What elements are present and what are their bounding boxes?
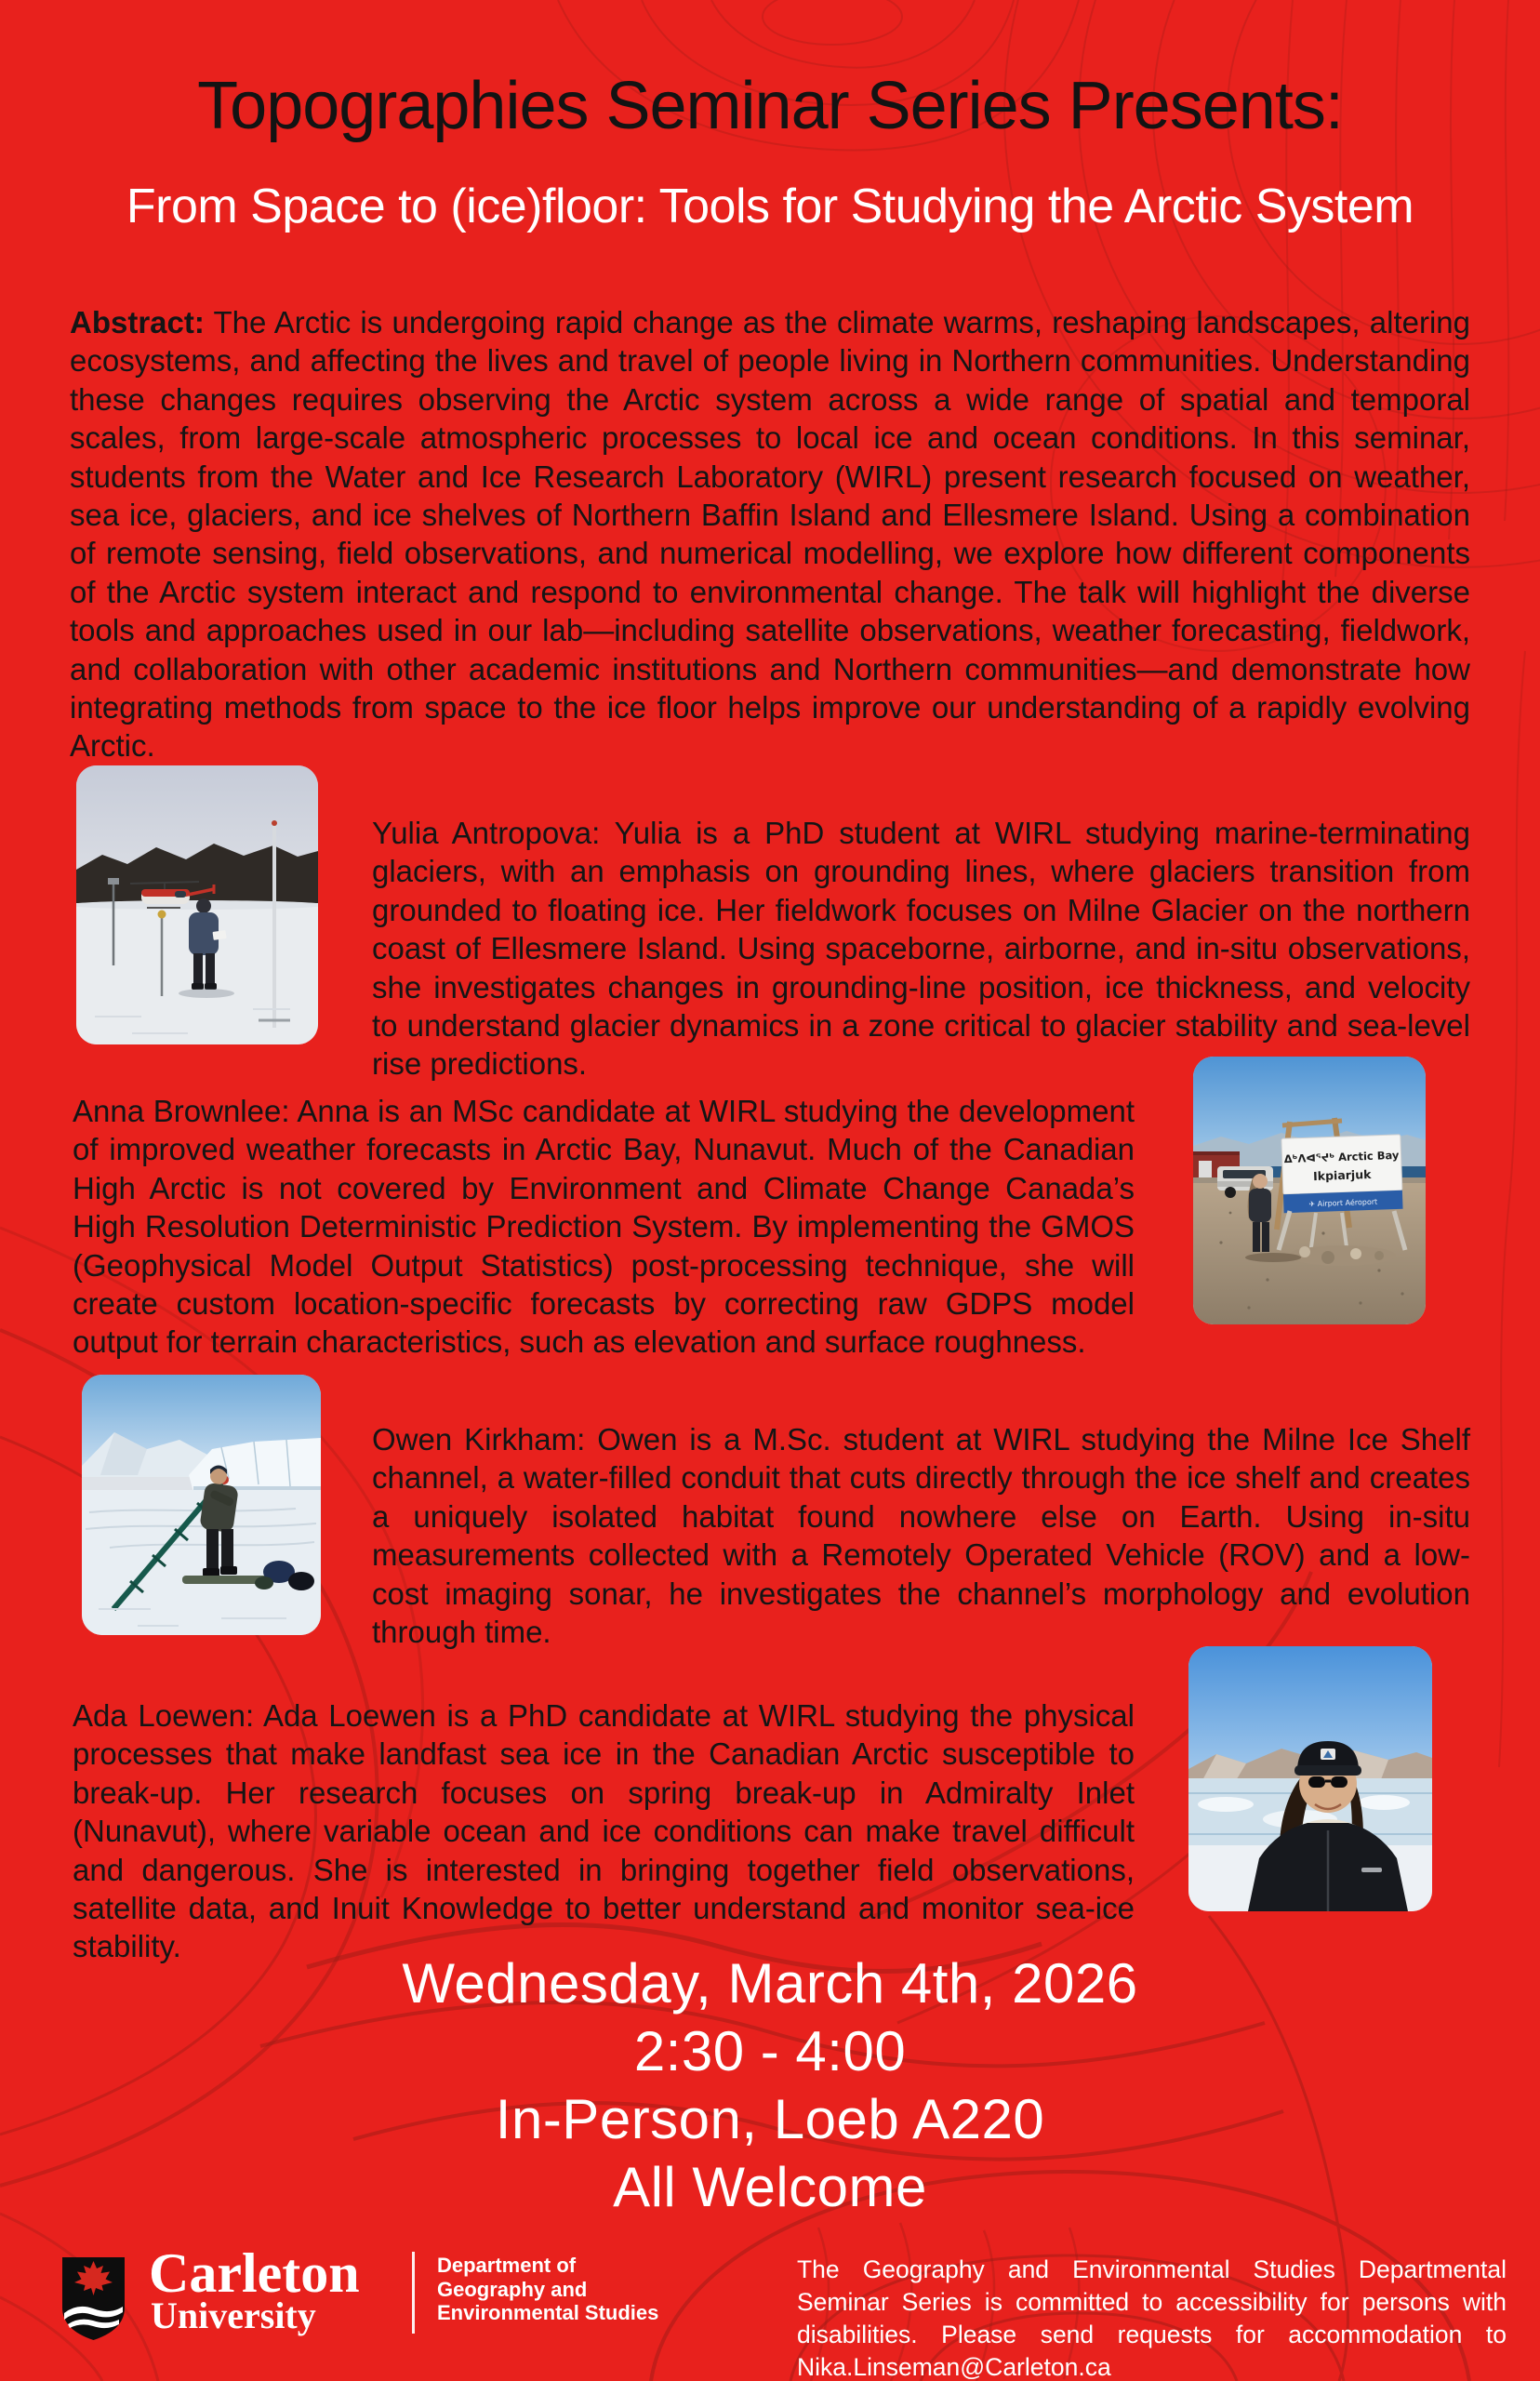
carleton-shield-icon [59, 2254, 128, 2344]
owen-auger-photo [82, 1375, 321, 1635]
bio-ada-loewen: Ada Loewen: Ada Loewen is a PhD candidate at WIRL studying the physical processes that make landfast sea ice in the Canadian Arctic susceptible to break-up. Her research focuses on spring break-up in Admiralty Inlet (Nunavut), where variable ocean and ice conditions can make travel difficult and dangerous. She is interested in bringing together field observations, satellite data, and Inuit Knowledge to better understand and monitor sea-ice stability. [73, 1698, 1135, 1964]
sign-line1: ᐃᒃᐱᐊᕐᔪᒃ Arctic Bay [1283, 1148, 1400, 1166]
bio-anna-brownlee: Anna Brownlee: Anna is an MSc candidate at WIRL studying the development of improved weather forecasts in Arctic Bay, Nunavut. Much of the Canadian High Arctic is not covered by Environment and Climate Change Canada’s High Resolution Deterministic Prediction System. By implementing the GMOS (Geophysical Model Output Statistics) post-processing technique, she will create custom location-specific forecasts by correcting raw GDPS model output for terrain characteristics, such as elevation and surface roughness. [73, 1094, 1135, 1360]
abstract-text: The Arctic is undergoing rapid change as the climate warms, reshaping landscapes, altering ecosystems, and affecting the lives and travel of people living in Northern communities. Understanding these changes requires observing the Arctic system across a wide range of spatial and temporal scales, from large-scale atmospheric processes to local ice and ocean conditions. In this seminar, students from the Water and Ice Research Laboratory (WIRL) present research focused on weather, sea ice, glaciers, and ice shelves of Northern Baffin Island and Ellesmere Island. Using a combination of remote sensing, field observations, and numerical modelling, we explore how different components of the Arctic system interact and respond to environmental change. The talk will highlight the diverse tools and approaches used in our lab—including satellite observations, weather forecasting, fieldwork, and collaboration with other academic institutions and Northern communities—and demonstrate how integrating methods from space to the ice floor helps improve our understanding of a rapidly evolving Arctic. [70, 305, 1470, 764]
abstract-label: Abstract: [70, 305, 205, 339]
sign-band-text: ✈ Airport Aéroport [1308, 1197, 1378, 1209]
talk-title: From Space to (ice)floor: Tools for Studying the Arctic System [126, 180, 1414, 233]
university-wordmark: University [151, 2295, 316, 2336]
carleton-wordmark: Carleton [149, 2242, 360, 2304]
event-welcome: All Welcome [613, 2156, 927, 2218]
accessibility-note: The Geography and Environmental Studies Departmental Seminar Series is committed to accessibility for persons with disabilities. Please send requests for accommodation to Nika.Linseman@Carleton.ca [797, 2255, 1507, 2381]
logo-divider [412, 2252, 415, 2334]
seminar-series-title: Topographies Seminar Series Presents: [197, 69, 1343, 143]
department-name: Department of Geography and Environmental Studies [437, 2254, 659, 2324]
ada-portrait-photo [1188, 1646, 1432, 1911]
bio-owen-kirkham: Owen Kirkham: Owen is a M.Sc. student at WIRL studying the Milne Ice Shelf channel, a water-filled conduit that cuts directly through the ice shelf and creates a uniquely isolated habitat found nowhere else on Earth. Using in-situ measurements collected with a Remotely Operated Vehicle (ROV) and a low-cost imaging sonar, he investigates the channel’s morphology and evolution through time. [372, 1422, 1470, 1650]
event-details [0, 1949, 1540, 2221]
yulia-fieldwork-photo [76, 765, 318, 1044]
sunglasses [1308, 1776, 1325, 1788]
bio-yulia-antropova: Yulia Antropova: Yulia is a PhD student at WIRL studying marine-terminating glaciers, with an emphasis on grounding lines, where glaciers transition from grounded to floating ice. Her fieldwork focuses on Milne Glacier on the northern coast of Ellesmere Island. Using spaceborne, airborne, and in-situ observations, she investigates changes in grounding-line position, ice thickness, and velocity to understand glacier dynamics in a zone critical to glacier stability and sea-level rise predictions. [372, 816, 1470, 1082]
sign-line2: Ikpiarjuk [1312, 1166, 1372, 1184]
event-location: In-Person, Loeb A220 [495, 2088, 1045, 2150]
anna-arctic-bay-photo [1193, 1057, 1426, 1324]
abstract-paragraph [70, 303, 1470, 765]
event-date: Wednesday, March 4th, 2026 [402, 1952, 1138, 2015]
event-time: 2:30 - 4:00 [633, 2020, 907, 2082]
